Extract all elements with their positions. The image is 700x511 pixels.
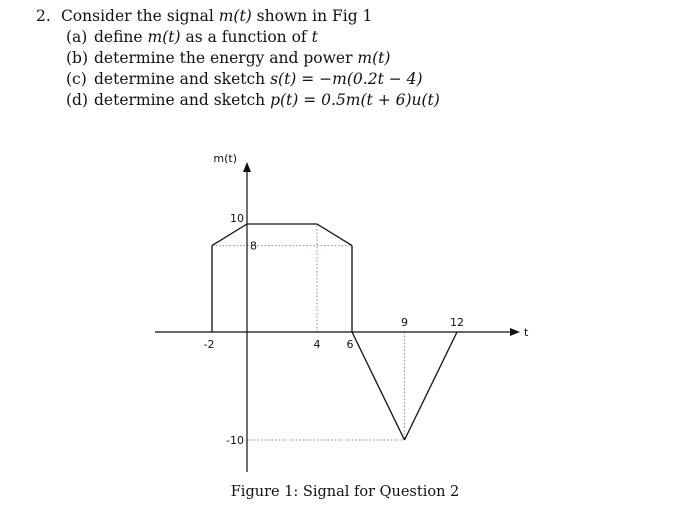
part-text: determine the energy and power (94, 49, 358, 67)
part-math: m(t) (147, 28, 181, 46)
part-text: determine and sketch (94, 91, 271, 109)
y-axis-arrowhead (243, 162, 251, 172)
part-math: p(t) = 0.5m(t + 6)u(t) (270, 91, 440, 109)
x-tick-label: 9 (401, 316, 408, 329)
x-axis-arrowhead (510, 328, 520, 336)
y-tick-label: -10 (226, 434, 244, 447)
part-label: (a) (66, 28, 88, 46)
part-label: (c) (66, 70, 87, 88)
x-tick-label: -2 (203, 338, 215, 351)
part-text: define (94, 28, 148, 46)
stem-math: m(t) (218, 7, 252, 25)
stem-text-1: Consider the signal (60, 7, 219, 25)
x-tick-label: 6 (346, 338, 354, 351)
part-text: as a function of (180, 28, 312, 46)
stem-text-2: shown in Fig 1 (251, 7, 373, 25)
signal-segment (352, 332, 405, 440)
question-number: 2. (36, 7, 51, 25)
part-text: determine and sketch (94, 70, 271, 88)
signal-segment (405, 332, 458, 440)
part-label: (b) (66, 49, 89, 67)
part-math: t (311, 28, 318, 46)
x-axis-label: t (524, 326, 529, 339)
signal-segment (212, 224, 247, 246)
part-math: s(t) = −m(0.2t − 4) (270, 70, 423, 88)
figure-caption (0, 484, 700, 500)
y-tick-label: 10 (230, 212, 244, 225)
signal-segment (317, 224, 352, 246)
y-axis-label: m(t) (213, 152, 237, 165)
figure-caption-text: Figure 1: Signal for Question 2 (230, 484, 460, 500)
x-tick-label: 4 (313, 338, 321, 351)
y-tick-label: 8 (250, 239, 257, 253)
part-label: (d) (66, 91, 89, 109)
x-tick-label: 12 (450, 316, 464, 329)
part-math: m(t) (357, 49, 391, 67)
